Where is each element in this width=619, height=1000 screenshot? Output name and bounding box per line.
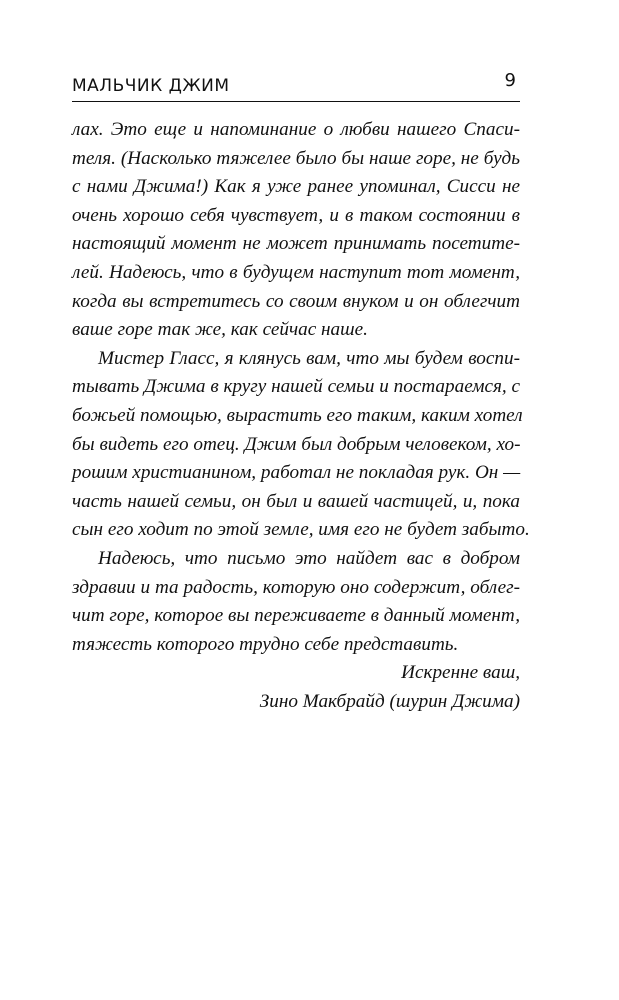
running-head [72,70,520,104]
running-title: МАЛЬЧИК ДЖИМ [72,76,230,96]
text-line: тяжесть которого трудно себе представить. [72,633,459,655]
text-line: с нами Джима!) Как я уже ранее упоминал, Сисси не [72,176,520,198]
text-line: настоящий момент не может принимать посетите- [72,233,520,255]
page-number: 9 [504,70,516,91]
body-text [72,116,530,716]
text-line: бы видеть его отец. Джим был добрым человеком, хо- [72,433,521,455]
text-line: очень хорошо себя чувствует, и в таком состоянии в [72,204,520,226]
text-line: Мистер Гласс, я клянусь вам, что мы будем воспи- [98,347,520,369]
text-line: лах. Это еще и напоминание о любви нашего Спаси- [72,119,520,140]
header-rule [72,101,520,102]
text-line: Надеюсь, что письмо это найдет вас в добром [98,547,520,569]
paragraph-1 [72,116,520,345]
text-line: теля. (Насколько тяжелее было бы наше горе, не будь [72,147,520,169]
text-line: часть нашей семьи, он был и вашей частицей, и, пока [72,490,520,512]
text-line: чит горе, которое вы переживаете в данный момент, [72,605,520,627]
paragraph-2 [72,345,530,545]
text-line: здравии и та радость, которую оно содержит, облег- [72,576,520,598]
text-line: божьей помощью, вырастить его таким, каким хотел [72,404,523,426]
text-line: рошим христианином, работал не покладая рук. Он — [72,462,521,484]
text-line: тывать Джима в кругу нашей семьи и постараемся, с [72,376,521,398]
text-line: лей. Надеюсь, что в будущем наступит тот момент, [72,261,520,283]
text-line: когда вы встретитесь со своим внуком и он облегчит [72,290,520,312]
letter-signature: Зино Макбрайд (шурин Джима) [259,690,520,712]
letter-closing: Искренне ваш, [401,662,520,684]
text-line: сын его ходит по этой земле, имя его не будет забыто. [72,519,530,541]
text-line: ваше горе так же, как сейчас наше. [72,319,368,341]
paragraph-3 [72,545,520,659]
